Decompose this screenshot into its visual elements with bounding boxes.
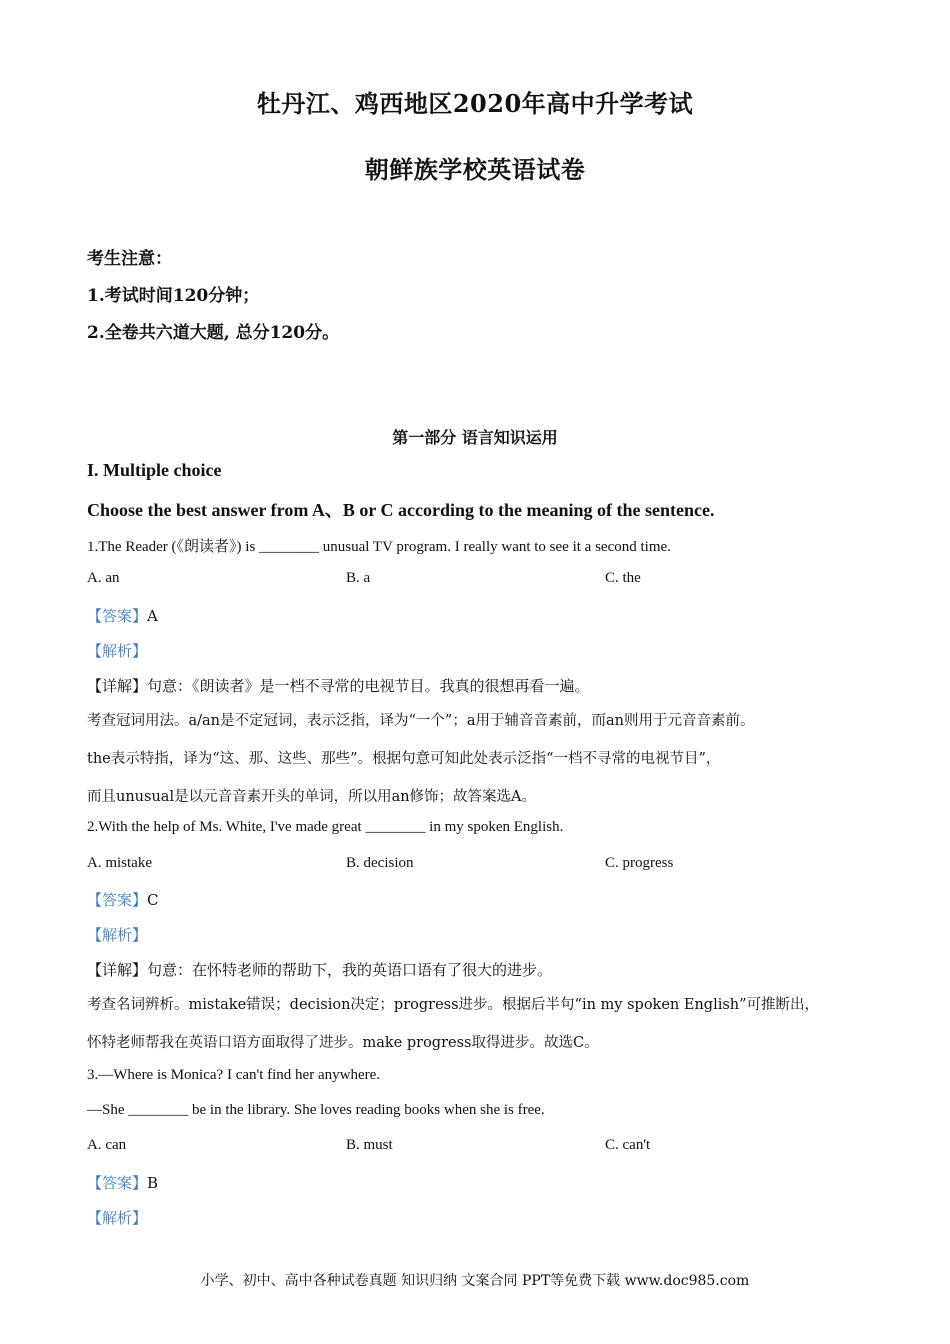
footer-watermark: 小学、初中、高中各种试卷真题 知识归纳 文案合同 PPT等免费下载 www.doc985.com — [200, 1273, 750, 1289]
q1-explanation-1: 考查冠词用法。a/an是不定冠词，表示泛指，译为“一个”；a用于辅音音素前，而an则用于元音音素前。 — [87, 713, 755, 729]
q2-detail-tag: 【详解】 — [87, 961, 148, 979]
q1-detail — [87, 675, 590, 696]
q3-option-b: B. must — [346, 1137, 393, 1153]
q2-analysis-tag: 【解析】 — [87, 926, 148, 944]
q2-answer-tag: 【答案】 — [87, 891, 148, 909]
q1-detail-text: 句意：《朗读者》是一档不寻常的电视节目。我真的很想再看一遍。 — [147, 677, 590, 695]
q1-explanation-2: the表示特指，译为“这、那、这些、那些”。根据句意可知此处表示泛指“一档不寻常的电视节目”， — [87, 751, 721, 767]
q2-option-c: C. progress — [605, 855, 674, 871]
q2-stem: 2.With the help of Ms. White, I've made great ________ in my spoken English. — [87, 819, 564, 835]
q1-option-c: C. the — [605, 570, 641, 586]
q1-stem: 1.The Reader (《朗读者》) is ________ unusual TV program. I really want to see it a second time. — [87, 539, 671, 555]
q1-analysis-tag: 【解析】 — [87, 642, 148, 660]
q2-detail-text: 句意：在怀特老师的帮助下，我的英语口语有了很大的进步。 — [147, 961, 553, 979]
q3-answer-tag: 【答案】 — [87, 1174, 148, 1192]
q1-detail-tag: 【详解】 — [87, 677, 148, 695]
q2-option-b: B. decision — [346, 855, 414, 871]
notice-item-2: 2.全卷共六道大题, 总分120分。 — [87, 323, 340, 343]
q3-option-a: A. can — [87, 1137, 127, 1153]
q3-stem-line2: —She ________ be in the library. She loves reading books when she is free. — [87, 1102, 545, 1118]
q1-answer-value: A — [147, 607, 158, 625]
q2-option-a: A. mistake — [87, 855, 152, 871]
q3-answer-value: B — [147, 1174, 159, 1192]
q1-answer — [87, 605, 158, 626]
q3-stem-line1: 3.—Where is Monica? I can't find her anywhere. — [87, 1067, 380, 1083]
q2-explanation-2: 怀特老师帮我在英语口语方面取得了进步。make progress取得进步。故选C。 — [87, 1035, 599, 1051]
q2-answer — [87, 889, 159, 910]
q1-explanation-3: 而且unusual是以元音音素开头的单词，所以用an修饰；故答案选A。 — [87, 789, 537, 805]
exam-title-line2: 朝鲜族学校英语试卷 — [364, 155, 586, 184]
part-heading: I. Multiple choice — [87, 460, 222, 480]
q2-explanation-1: 考查名词辨析。mistake错误；decision决定；progress进步。根据后半句“in my spoken English”可推断出， — [87, 997, 820, 1013]
exam-title-line1: 牡丹江、鸡西地区2020年高中升学考试 — [256, 89, 694, 118]
q2-detail — [87, 959, 552, 980]
q2-answer-value: C — [147, 891, 159, 909]
section-title: 第一部分 语言知识运用 — [392, 428, 558, 447]
instruction: Choose the best answer from A、B or C according to the meaning of the sentence. — [87, 500, 715, 520]
q1-option-b: B. a — [346, 570, 371, 586]
q3-answer — [87, 1172, 158, 1193]
notice-item-1: 1.考试时间120分钟； — [87, 286, 260, 306]
q3-option-c: C. can't — [605, 1137, 651, 1153]
q1-option-a: A. an — [87, 570, 120, 586]
q3-analysis-tag: 【解析】 — [87, 1209, 148, 1227]
notice-heading: 考生注意： — [87, 249, 172, 269]
q1-answer-tag: 【答案】 — [87, 607, 148, 625]
